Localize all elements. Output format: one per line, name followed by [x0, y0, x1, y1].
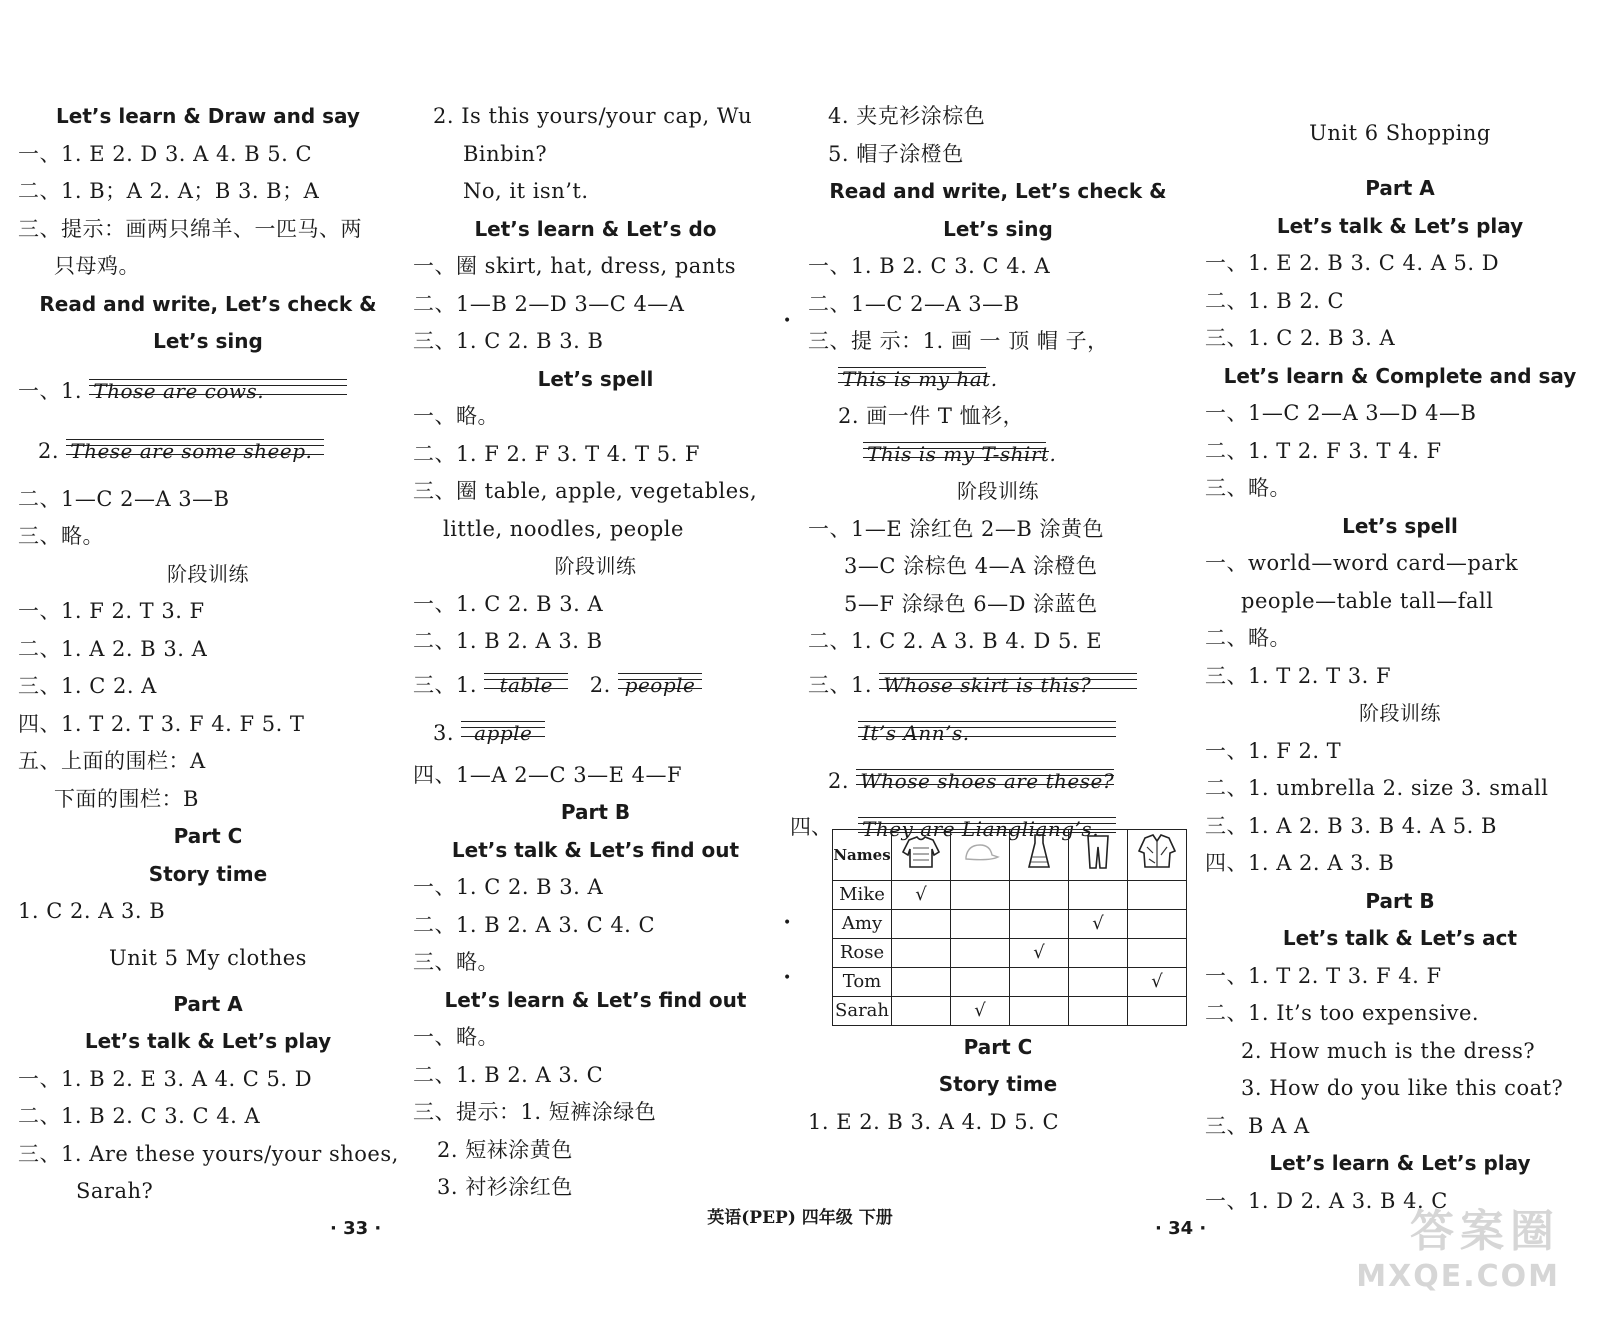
column-3: [790, 98, 1188, 1141]
answer-line: 三、圈 table, apple, vegetables,: [413, 479, 758, 503]
dress-icon: [1010, 829, 1069, 880]
section-heading: Let’s learn & Let’s play: [1269, 1151, 1531, 1175]
answer-line: [18, 361, 398, 421]
answer-line: 一、1. B 2. C 3. C 4. A: [808, 254, 1051, 278]
answer-line: 一、略。: [413, 1025, 499, 1049]
subsection-title: 阶段训练: [167, 561, 249, 586]
section-heading: Part A: [1365, 176, 1435, 200]
section-heading: Let’s talk & Let’s act: [1282, 926, 1518, 950]
answer-line: 四、1—A 2—C 3—E 4—F: [413, 762, 683, 787]
answer-line: [808, 436, 1188, 474]
answer-line: 4. 夹克衫涂棕色: [828, 104, 986, 128]
column-2: [413, 98, 778, 1207]
section-heading: Read and write, Let’s check &: [39, 291, 377, 316]
page-number-right: · 34 ·: [1155, 1218, 1207, 1239]
answer-line: 二、1. B；A 2. A；B 3. B；A: [18, 179, 320, 203]
mark-cell: [1010, 967, 1069, 996]
answer-line: 四、1. A 2. A 3. B: [1205, 851, 1395, 875]
mark-cell: [1128, 938, 1187, 967]
section-heading: Part B: [560, 800, 631, 824]
answer-line: 二、1. B 2. A 3. C: [413, 1062, 604, 1087]
handwritten-answer: Those are cows.: [89, 379, 347, 403]
answer-line: 二、1. B 2. A 3. C 4. C: [413, 912, 656, 937]
section-heading: Let’s spell: [1342, 513, 1458, 538]
item-number: 2.: [38, 438, 60, 463]
handwritten-answer: They are Liangliang’s.: [858, 817, 1116, 841]
answer-line: 一、1. B 2. E 3. A 4. C 5. D: [18, 1066, 313, 1091]
watermark-text: 答案圈: [1410, 1206, 1560, 1257]
answer-line: people—table tall—fall: [1241, 588, 1494, 613]
pants-icon: [1069, 829, 1128, 880]
answer-line: 二、1. A 2. B 3. A: [18, 636, 208, 661]
mark-cell: √: [1069, 909, 1128, 938]
divider-dot: •: [783, 915, 792, 931]
mark-cell: [1128, 909, 1187, 938]
table-row: [833, 909, 1187, 938]
page-number-left: · 33 ·: [330, 1218, 382, 1239]
answer-line: 二、1. umbrella 2. size 3. small: [1205, 776, 1549, 800]
section-heading: Story time: [148, 861, 268, 886]
answer-line: 一、1—C 2—A 3—D 4—B: [1205, 401, 1477, 425]
mark-cell: [951, 967, 1010, 996]
answer-line: 1. C 2. A 3. B: [18, 899, 166, 923]
answer-line: 一、1. E 2. D 3. A 4. B 5. C: [18, 141, 313, 166]
answer-line: No, it isn’t.: [463, 179, 589, 203]
table-row: [833, 967, 1187, 996]
answer-line: 3. How do you like this coat?: [1241, 1076, 1564, 1100]
item-number: 三、1.: [413, 672, 478, 697]
watermark-url: MXQE.COM: [1356, 1259, 1560, 1294]
section-heading: Part B: [1365, 888, 1435, 913]
item-number: 一、1.: [18, 378, 83, 403]
answer-line: 二、1. C 2. A 3. B 4. D 5. E: [808, 629, 1103, 653]
clothes-table: [832, 829, 1187, 1026]
answer-line: 二、1. T 2. F 3. T 4. F: [1205, 438, 1442, 463]
mark-cell: [1128, 996, 1187, 1025]
answer-line: 二、1. It’s too expensive.: [1205, 1001, 1480, 1025]
section-heading: Let’s talk & Let’s find out: [451, 837, 740, 862]
mark-cell: [892, 996, 951, 1025]
mark-cell: [1069, 880, 1128, 909]
answer-line: 2. 短袜涂黄色: [437, 1137, 573, 1162]
answer-line: 四、1. T 2. T 3. F 4. F 5. T: [18, 711, 305, 736]
answer-line: 3—C 涂棕色 4—A 涂橙色: [844, 554, 1098, 578]
handwritten-answer: people: [618, 673, 702, 697]
answer-line: 三、1. T 2. T 3. F: [1205, 663, 1392, 688]
section-heading: Let’s sing: [943, 216, 1053, 241]
answer-line: 三、1. C 2. B 3. B: [413, 329, 604, 353]
handwritten-answer: It’s Ann’s.: [858, 721, 1116, 745]
mark-cell: √: [1128, 967, 1187, 996]
watermark-logo: [1356, 1195, 1560, 1294]
answer-line: 二、1—B 2—D 3—C 4—A: [413, 291, 685, 316]
answer-line: 二、1. B 2. C: [1205, 288, 1345, 313]
mark-cell: [1069, 996, 1128, 1025]
answer-line: 三、提示：画两只绵羊、一匹马、两: [18, 216, 362, 241]
handwritten-answer: This is my T-shirt.: [863, 442, 1046, 466]
column-1: [18, 98, 398, 1211]
answer-line: [18, 421, 398, 481]
answer-line: [808, 757, 1188, 805]
section-heading: Read and write, Let’s check &: [829, 179, 1167, 203]
answer-line: 5—F 涂绿色 6—D 涂蓝色: [844, 591, 1098, 616]
column-4: [1205, 115, 1595, 1220]
subsection-title: 阶段训练: [1359, 701, 1441, 725]
section-heading: Let’s spell: [537, 366, 654, 391]
answer-line: 一、1—E 涂红色 2—B 涂黄色: [808, 516, 1105, 541]
answer-line: 2. Is this yours/your cap, Wu: [433, 104, 753, 128]
section-heading: Part A: [173, 991, 243, 1016]
answer-line: 一、1. F 2. T 3. F: [18, 599, 205, 623]
book-title-footer: 英语(PEP) 四年级 下册: [707, 1208, 893, 1228]
answer-line: 2. 画一件 T 恤衫，: [838, 404, 1025, 428]
mark-cell: [951, 880, 1010, 909]
item-number: 2.: [589, 672, 611, 697]
mark-cell: [892, 938, 951, 967]
mark-cell: [1128, 880, 1187, 909]
handwritten-answer: Whose skirt is this?: [879, 673, 1137, 697]
row-name: Amy: [833, 909, 892, 938]
section-heading: Let’s learn & Complete and say: [1223, 363, 1577, 388]
mark-cell: [1010, 996, 1069, 1025]
answer-line: 二、1—C 2—A 3—B: [808, 291, 1020, 316]
answer-line: 一、1. C 2. B 3. A: [413, 875, 604, 899]
answer-line: 三、提 示：1. 画 一 顶 帽 子，: [808, 329, 1109, 353]
answer-line: 三、略。: [413, 950, 499, 974]
row-name: Mike: [833, 880, 892, 909]
mark-cell: [892, 909, 951, 938]
answer-line: 2. How much is the dress?: [1241, 1038, 1536, 1063]
item-number: 2.: [828, 768, 850, 793]
mark-cell: √: [1010, 938, 1069, 967]
section-heading: Let’s talk & Let’s play: [84, 1029, 332, 1053]
handwritten-answer: Whose shoes are these?: [856, 769, 1114, 793]
answer-line: 三、略。: [1205, 476, 1291, 500]
answer-line: [413, 661, 778, 709]
jacket-icon: [1128, 829, 1187, 880]
answer-line: 二、1. F 2. F 3. T 4. T 5. F: [413, 441, 700, 466]
answer-line: 一、圈 skirt, hat, dress, pants: [413, 254, 737, 278]
answer-line: 一、1. C 2. B 3. A: [413, 591, 604, 616]
section-heading: Let’s sing: [153, 329, 263, 353]
answer-line: 二、1—C 2—A 3—B: [18, 486, 230, 511]
section-heading: Let’s talk & Let’s play: [1276, 213, 1524, 238]
mark-cell: [951, 938, 1010, 967]
item-number: 四、: [790, 814, 832, 839]
subsection-title: 阶段训练: [554, 554, 637, 578]
answer-line: 一、1. T 2. T 3. F 4. F: [1205, 963, 1442, 988]
row-name: Tom: [833, 967, 892, 996]
table-row: [833, 880, 1187, 909]
unit-title: Unit 5 My clothes: [109, 945, 307, 970]
answer-line: Sarah?: [76, 1179, 154, 1203]
mark-cell: [892, 967, 951, 996]
table-row: [833, 996, 1187, 1025]
answer-line: 一、1. D 2. A 3. B 4. C: [1205, 1188, 1448, 1213]
answer-line: 5. 帽子涂橙色: [828, 141, 964, 166]
answer-line: 一、world—word card—park: [1205, 551, 1519, 575]
section-heading: Let’s learn & Let’s find out: [444, 987, 747, 1012]
mark-cell: √: [892, 880, 951, 909]
answer-line: 三、1. Are these yours/your shoes,: [18, 1141, 399, 1166]
answer-line: [413, 709, 778, 757]
handwritten-answer: This is my hat.: [838, 367, 986, 391]
answer-line: little, noodles, people: [443, 516, 684, 541]
mark-cell: √: [951, 996, 1010, 1025]
sweater-icon: [892, 829, 951, 880]
section-heading: Let’s learn & Draw and say: [56, 104, 360, 128]
answer-line: 下面的围栏：B: [54, 786, 199, 811]
mark-cell: [1069, 938, 1128, 967]
mark-cell: [1069, 967, 1128, 996]
subsection-title: 阶段训练: [957, 479, 1039, 503]
table-row: [833, 938, 1187, 967]
answer-line: 三、1. C 2. A: [18, 674, 157, 698]
answer-line: 三、提示：1. 短裤涂绿色: [413, 1100, 657, 1124]
table-header-names: Names: [833, 829, 892, 880]
answer-line: [808, 361, 1188, 399]
answer-line: Binbin?: [463, 141, 548, 166]
section-heading: Let’s learn & Let’s do: [474, 216, 717, 241]
answer-line: 一、略。: [413, 404, 499, 428]
answer-line: 只母鸡。: [54, 254, 140, 278]
answer-line: 1. E 2. B 3. A 4. D 5. C: [808, 1109, 1060, 1134]
item-number: 3.: [433, 720, 455, 745]
section-heading: Part C: [963, 1034, 1033, 1059]
answer-line: [808, 709, 1188, 757]
answer-line: 三、略。: [18, 524, 104, 548]
unit-title: Unit 6 Shopping: [1309, 121, 1491, 145]
answer-line: 一、1. E 2. B 3. C 4. A 5. D: [1205, 251, 1500, 275]
answer-line: 五、上面的围栏：A: [18, 749, 206, 773]
divider-dot: •: [783, 313, 792, 329]
answer-line: [808, 661, 1188, 709]
divider-dot: •: [783, 970, 792, 986]
row-name: Sarah: [833, 996, 892, 1025]
handwritten-answer: These are some sheep.: [66, 439, 324, 463]
answer-line: 三、1. A 2. B 3. B 4. A 5. B: [1205, 813, 1497, 838]
answer-line: 二、略。: [1205, 626, 1291, 650]
handwritten-answer: table: [484, 673, 568, 697]
handwritten-answer: apple: [461, 721, 545, 745]
answer-line: 一、1. F 2. T: [1205, 738, 1342, 763]
mark-cell: [1010, 880, 1069, 909]
answer-line: 3. 衬衫涂红色: [437, 1175, 573, 1199]
section-heading: Story time: [938, 1072, 1058, 1096]
mark-cell: [951, 909, 1010, 938]
answer-line: 二、1. B 2. A 3. B: [413, 629, 603, 653]
answer-line: 二、1. B 2. C 3. C 4. A: [18, 1104, 261, 1128]
mark-cell: [1010, 909, 1069, 938]
cap-icon: [951, 829, 1010, 880]
answer-line: 三、B A A: [1205, 1113, 1310, 1138]
section-heading: Part C: [173, 824, 243, 848]
item-number: 三、1.: [808, 672, 873, 697]
row-name: Rose: [833, 938, 892, 967]
answer-line: 三、1. C 2. B 3. A: [1205, 326, 1396, 350]
